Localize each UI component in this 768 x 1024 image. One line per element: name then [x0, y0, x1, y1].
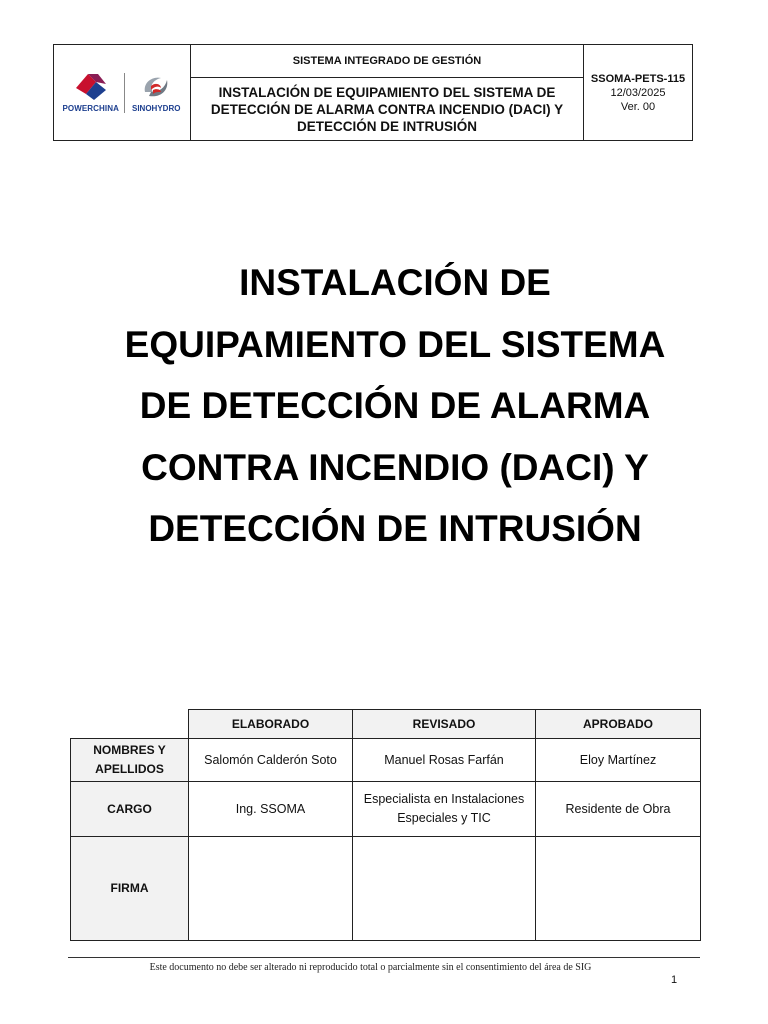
- elaborado-cargo: Ing. SSOMA: [189, 782, 353, 837]
- approval-header-row: [71, 710, 701, 739]
- footer-divider: [68, 957, 700, 958]
- logo-cell: [54, 45, 191, 140]
- table-row: [71, 837, 701, 941]
- row-label-nombres: NOMBRES Y APELLIDOS: [71, 739, 189, 782]
- powerchina-logo-text: POWERCHINA: [62, 104, 120, 113]
- document-version: Ver. 00: [620, 100, 656, 113]
- elaborado-signature: [189, 837, 353, 941]
- company-logos: [60, 67, 184, 119]
- elaborado-name: Salomón Calderón Soto: [189, 739, 353, 782]
- sinohydro-mark-icon: [139, 72, 173, 102]
- revisado-cargo: Especialista en Instalaciones Especiales y TIC: [353, 782, 536, 837]
- row-label-firma: FIRMA: [71, 837, 189, 941]
- table-row: [71, 782, 701, 837]
- footer-notice: Este documento no debe ser alterado ni reproducido total o parcialmente sin el consentimiento del área de SIG: [149, 962, 592, 973]
- aprobado-name: Eloy Martínez: [536, 739, 701, 782]
- document-code: SSOMA-PETS-115: [590, 72, 686, 85]
- revisado-signature: [353, 837, 536, 941]
- system-name: SISTEMA INTEGRADO DE GESTIÓN: [191, 45, 583, 78]
- powerchina-logo: [60, 72, 121, 113]
- sinohydro-logo: [128, 72, 184, 113]
- header-title-cell: [191, 45, 584, 140]
- sinohydro-logo-text: SINOHYDRO: [132, 104, 181, 113]
- aprobado-signature: [536, 837, 701, 941]
- logo-divider: [124, 73, 125, 113]
- document-header: [53, 44, 693, 141]
- approval-table: [70, 709, 701, 941]
- revisado-name: Manuel Rosas Farfán: [353, 739, 536, 782]
- column-elaborado: ELABORADO: [189, 710, 353, 739]
- row-label-cargo: CARGO: [71, 782, 189, 837]
- column-revisado: REVISADO: [353, 710, 536, 739]
- document-date: 12/03/2025: [610, 86, 666, 99]
- table-row: [71, 739, 701, 782]
- empty-corner-cell: [71, 710, 189, 739]
- powerchina-mark-icon: [72, 72, 110, 102]
- page-number: 1: [670, 974, 678, 986]
- aprobado-cargo: Residente de Obra: [536, 782, 701, 837]
- column-aprobado: APROBADO: [536, 710, 701, 739]
- page-title: INSTALACIÓN DE EQUIPAMIENTO DEL SISTEMA DE DETECCIÓN DE ALARMA CONTRA INCENDIO (DACI) Y DETECCIÓN DE INTRUSIÓN: [124, 262, 666, 549]
- header-doc-title: INSTALACIÓN DE EQUIPAMIENTO DEL SISTEMA DE DETECCIÓN DE ALARMA CONTRA INCENDIO (DACI) Y DETECCIÓN DE INTRUSIÓN: [210, 84, 564, 134]
- header-meta-cell: [584, 45, 692, 140]
